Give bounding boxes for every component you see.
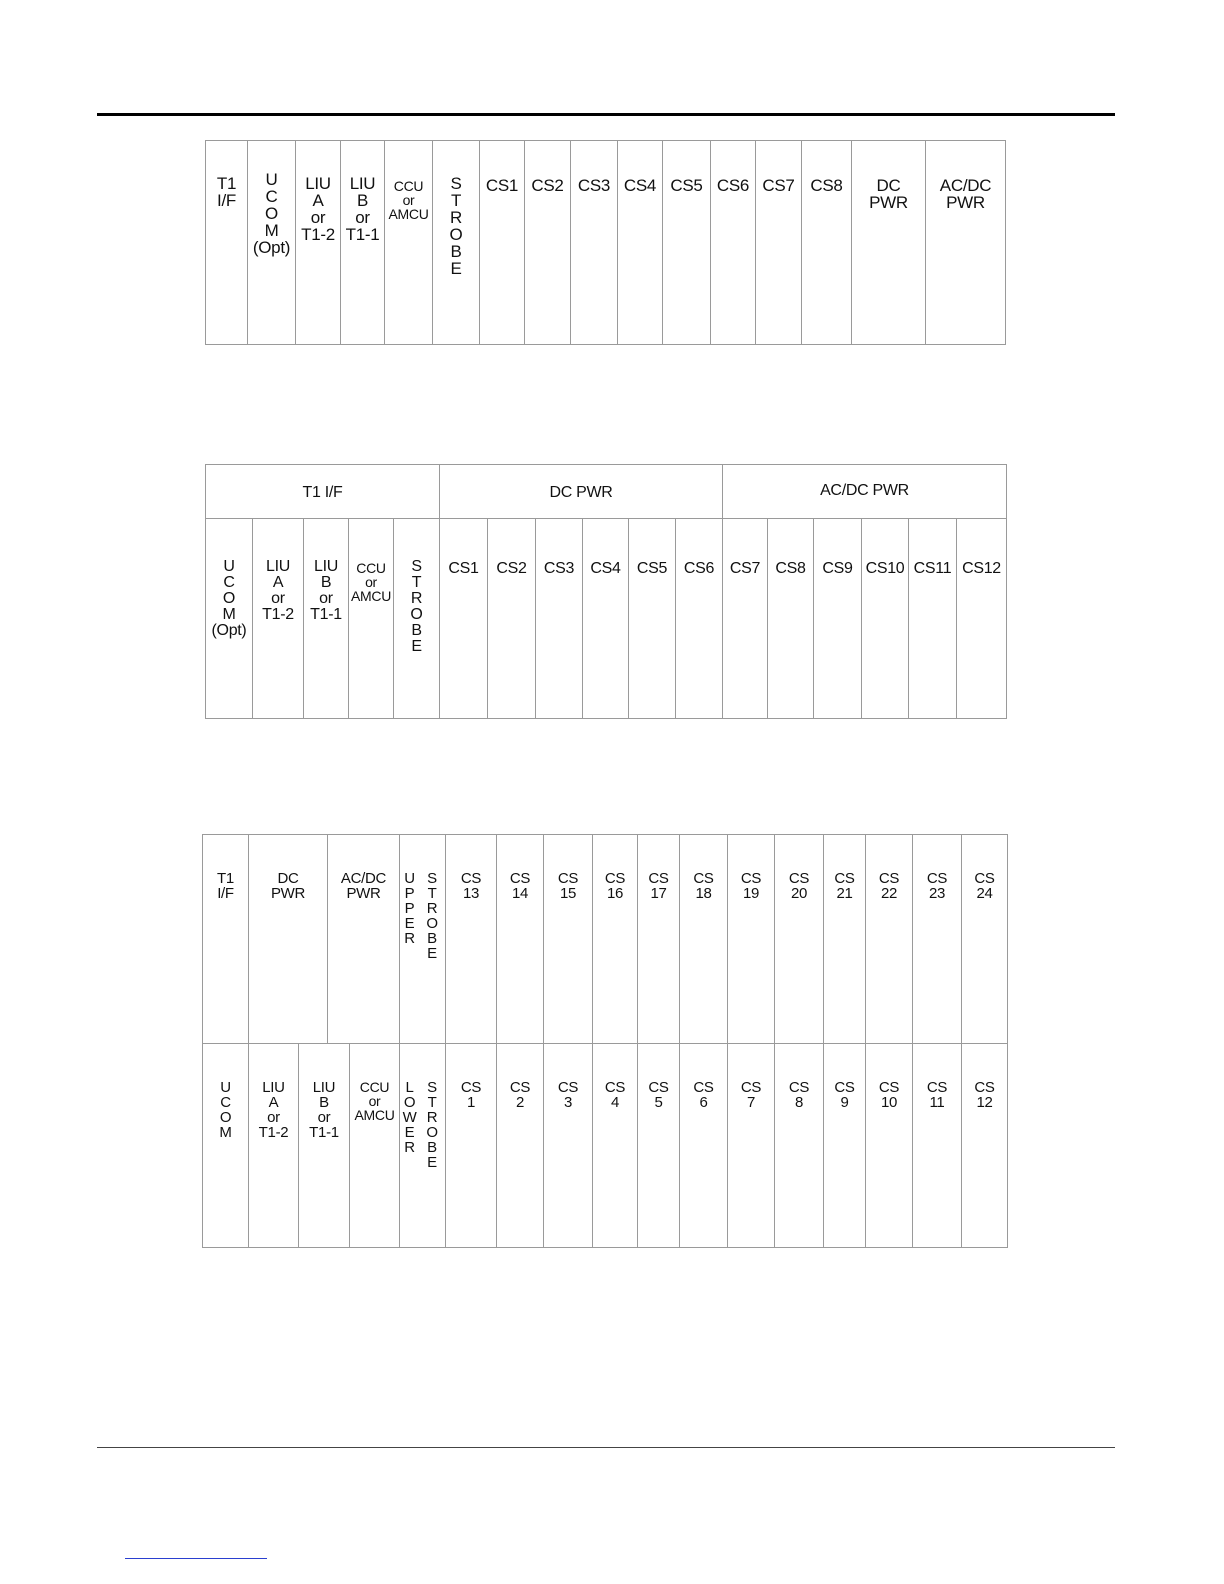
slot-ac-dc-pwr: AC/DC PWR — [925, 141, 1005, 344]
footer-link-underline[interactable] — [125, 1558, 267, 1559]
slot-cs2: CS2 — [524, 141, 570, 344]
upper-slot-cs19: CS 19 — [727, 835, 774, 1043]
slot-cs12: CS12 — [956, 519, 1006, 719]
upper-slot-cs20: CS 20 — [774, 835, 823, 1043]
lower-slot-liu-a: LIU A or T1-2 — [248, 1044, 298, 1248]
lower-slot-cs10: CS 10 — [865, 1044, 912, 1248]
slot-cs3: CS3 — [570, 141, 617, 344]
slot-cs5: CS5 — [628, 519, 675, 719]
slot-ucom: U C O M (Opt) — [247, 141, 295, 344]
slot-cs1: CS1 — [439, 519, 487, 719]
upper-slot-cs17: CS 17 — [637, 835, 679, 1043]
upper-slot-cs21: CS 21 — [823, 835, 865, 1043]
lower-slot-cs12: CS 12 — [961, 1044, 1007, 1248]
upper-slot-cs24: CS 24 — [961, 835, 1007, 1043]
lower-slot-cs7: CS 7 — [727, 1044, 774, 1248]
slot-cs8: CS8 — [801, 141, 851, 344]
slot-cs8: CS8 — [767, 519, 813, 719]
lower-slot-liu-b: LIU B or T1-1 — [298, 1044, 349, 1248]
lower-label: L O W E R — [399, 1044, 419, 1248]
panel-1-carrier — [205, 140, 1006, 345]
slot-strobe: S T R O B E — [432, 141, 479, 344]
slot-cs4: CS4 — [617, 141, 662, 344]
lower-slot-cs11: CS 11 — [912, 1044, 961, 1248]
group-dc-pwr: DC PWR — [439, 465, 722, 518]
slot-cs7: CS7 — [722, 519, 767, 719]
upper-slot-cs18: CS 18 — [679, 835, 727, 1043]
slot-ccu-amcu: CCU or AMCU — [384, 141, 432, 344]
slot-cs6: CS6 — [675, 519, 722, 719]
slot-cs2: CS2 — [487, 519, 535, 719]
slot-liu-a: LIU A or T1-2 — [252, 519, 303, 719]
upper-slot-cs22: CS 22 — [865, 835, 912, 1043]
lower-slot-cs6: CS 6 — [679, 1044, 727, 1248]
slot-ccu-amcu: CCU or AMCU — [348, 519, 393, 719]
lower-slot-cs9: CS 9 — [823, 1044, 865, 1248]
upper-slot-t1-if: T1 I/F — [217, 870, 234, 902]
slot-cs11: CS11 — [908, 519, 956, 719]
slot-liu-b: LIU B or T1-1 — [340, 141, 384, 344]
lower-slot-ccu-amcu: CCU or AMCU — [349, 1044, 399, 1248]
lower-slot-cs2: CS 2 — [496, 1044, 543, 1248]
upper-slot-cs23: CS 23 — [912, 835, 961, 1043]
group-t1-if: T1 I/F — [302, 484, 343, 501]
slot-cs5: CS5 — [662, 141, 710, 344]
lower-slot-cs5: CS 5 — [637, 1044, 679, 1248]
panel-3-carrier — [202, 834, 1008, 1248]
upper-slot-ac-dc-pwr: AC/DC PWR — [327, 835, 399, 1043]
slot-t1-if: T1 I/F — [216, 174, 237, 210]
slot-dc-pwr: DC PWR — [851, 141, 925, 344]
header-rule — [97, 113, 1115, 116]
slot-cs1: CS1 — [479, 141, 524, 344]
slot-cs9: CS9 — [813, 519, 861, 719]
slot-cs4: CS4 — [582, 519, 628, 719]
slot-cs3: CS3 — [535, 519, 582, 719]
lower-slot-cs1: CS 1 — [445, 1044, 496, 1248]
upper-slot-cs13: CS 13 — [445, 835, 496, 1043]
slot-cs6: CS6 — [710, 141, 755, 344]
lower-slot-ucom: U C O M — [219, 1079, 232, 1141]
upper-label: U P P E R — [399, 835, 419, 1043]
slot-ucom: U C O M (Opt) — [211, 558, 247, 639]
upper-slot-cs16: CS 16 — [592, 835, 637, 1043]
lower-slot-cs4: CS 4 — [592, 1044, 637, 1248]
lower-slot-cs8: CS 8 — [774, 1044, 823, 1248]
slot-cs7: CS7 — [755, 141, 801, 344]
upper-slot-dc-pwr: DC PWR — [248, 835, 327, 1043]
upper-slot-cs14: CS 14 — [496, 835, 543, 1043]
lower-slot-strobe: S T R O B E — [426, 1079, 438, 1171]
upper-slot-cs15: CS 15 — [543, 835, 592, 1043]
panel-2-carrier — [205, 464, 1007, 719]
slot-cs10: CS10 — [861, 519, 908, 719]
lower-slot-cs3: CS 3 — [543, 1044, 592, 1248]
footer-rule — [97, 1447, 1115, 1448]
slot-liu-a: LIU A or T1-2 — [295, 141, 340, 344]
group-ac-dc-pwr: AC/DC PWR — [722, 465, 1006, 518]
upper-slot-strobe: S T R O B E — [426, 870, 438, 962]
slot-liu-b: LIU B or T1-1 — [303, 519, 348, 719]
slot-strobe: S T R O B E — [393, 519, 439, 719]
